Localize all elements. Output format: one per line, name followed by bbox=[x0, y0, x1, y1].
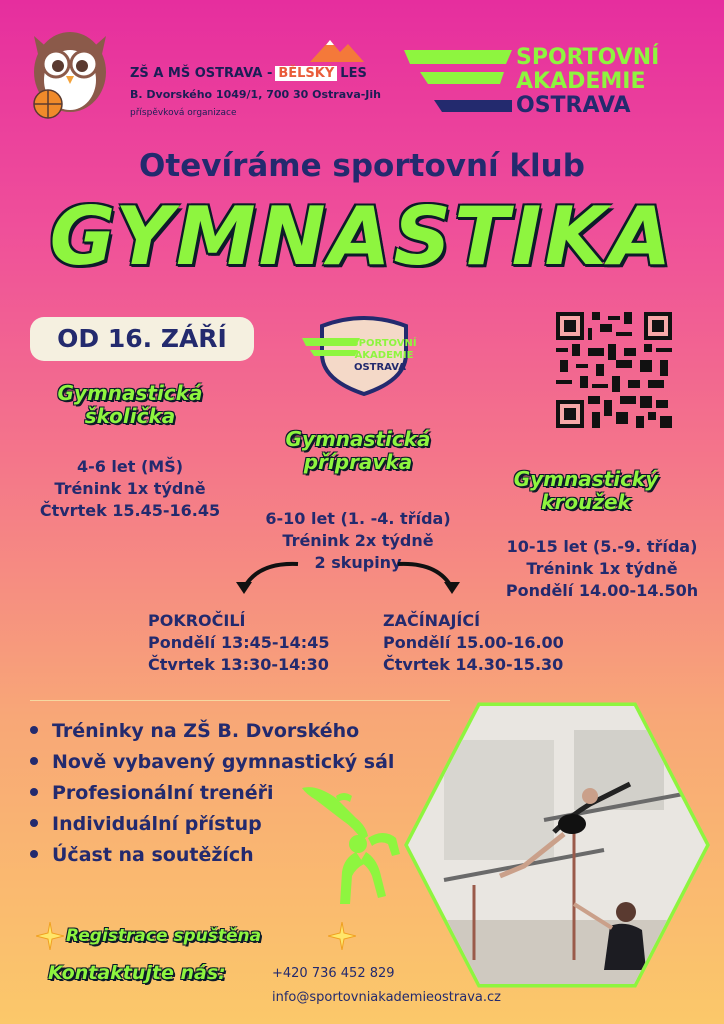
list-item: Profesionální trenéři bbox=[24, 778, 394, 809]
bullet-icon bbox=[30, 788, 38, 796]
registration-text: Registrace spuštěna bbox=[66, 926, 262, 946]
pripravka-frequency: Trénink 2x týdně bbox=[282, 531, 434, 550]
zacinajici-monday: Pondělí 15.00-16.00 bbox=[383, 633, 564, 652]
krouzek-frequency: Trénink 1x týdně bbox=[526, 559, 678, 578]
pokrocili-schedule bbox=[148, 610, 329, 676]
contact-email[interactable]: info@sportovniakademieostrava.cz bbox=[272, 990, 501, 1005]
list-item: Nově vybavený gymnastický sál bbox=[24, 747, 394, 778]
owl-mascot-logo bbox=[22, 22, 118, 122]
krouzek-title bbox=[486, 468, 686, 514]
school-name: ZŠ A MŠ OSTRAVA - BĚLSKÝ LES bbox=[130, 66, 367, 81]
skolicka-title-line2: školička bbox=[84, 404, 176, 428]
zacinajici-title: ZAČÍNAJÍCÍ bbox=[383, 611, 481, 630]
qr-code[interactable] bbox=[556, 312, 672, 428]
skolicka-age: 4-6 let (MŠ) bbox=[76, 457, 184, 476]
pripravka-title-line1: Gymnastická bbox=[285, 427, 431, 451]
skolicka-frequency: Trénink 1x týdně bbox=[54, 479, 206, 498]
bullet-icon bbox=[30, 819, 38, 827]
academy-shield-logo bbox=[300, 314, 428, 396]
pripravka-title bbox=[258, 428, 458, 474]
zacinajici-thursday: Čtvrtek 14.30-15.30 bbox=[383, 655, 564, 674]
skolicka-info bbox=[20, 456, 240, 522]
zacinajici-schedule bbox=[383, 610, 564, 676]
skolicka-schedule: Čtvrtek 15.45-16.45 bbox=[39, 501, 221, 520]
list-item: Tréninky na ZŠ B. Dvorského bbox=[24, 716, 394, 747]
pokrocili-thursday: Čtvrtek 13:30-14:30 bbox=[148, 655, 329, 674]
gymnast-silhouette-icon bbox=[296, 784, 404, 908]
academy-line1: SPORTOVNÍ bbox=[516, 45, 660, 70]
krouzek-age: 10-15 let (5.-9. třída) bbox=[506, 537, 698, 556]
pokrocili-title: POKROČILÍ bbox=[148, 611, 246, 630]
academy-name bbox=[516, 46, 659, 118]
krouzek-schedule: Pondělí 14.00-14.50h bbox=[505, 581, 699, 600]
school-org-type: příspěvková organizace bbox=[130, 108, 237, 118]
academy-line2: AKADEMIE bbox=[516, 69, 646, 94]
shield-line2: AKADEMIE bbox=[354, 350, 414, 361]
bullet-icon bbox=[30, 850, 38, 858]
registration-banner bbox=[36, 916, 356, 956]
date-badge: OD 16. ZÁŘÍ bbox=[30, 317, 254, 361]
pokrocili-monday: Pondělí 13:45-14:45 bbox=[148, 633, 330, 652]
sparkle-icon bbox=[36, 922, 64, 950]
list-item: Individuální přístup bbox=[24, 809, 394, 840]
split-arrows-icon bbox=[228, 556, 468, 600]
pripravka-title-line2: přípravka bbox=[303, 450, 413, 474]
academy-stripes-logo bbox=[404, 46, 514, 120]
skolicka-title-line1: Gymnastická bbox=[57, 381, 203, 405]
school-name-belsky: BĚLSKÝ bbox=[275, 66, 337, 81]
krouzek-title-line2: kroužek bbox=[541, 490, 631, 514]
school-name-les: LES bbox=[340, 66, 367, 81]
school-address: B. Dvorského 1049/1, 700 30 Ostrava-Jih bbox=[130, 88, 382, 101]
contact-phone[interactable]: +420 736 452 829 bbox=[272, 966, 395, 981]
headline: Otevíráme sportovní klub bbox=[139, 148, 585, 184]
gymnastics-photo bbox=[404, 700, 710, 990]
pripravka-age: 6-10 let (1. -4. třída) bbox=[265, 509, 451, 528]
krouzek-title-line1: Gymnastický bbox=[513, 467, 659, 491]
contact-label: Kontaktujte nás: bbox=[48, 962, 226, 984]
shield-line1: SPORTOVNÍ bbox=[351, 338, 417, 349]
mountain-icon bbox=[306, 36, 366, 64]
bullet-icon bbox=[30, 726, 38, 734]
krouzek-info bbox=[484, 536, 720, 602]
pripravka-groups: 2 skupiny bbox=[314, 553, 402, 572]
shield-line3: OSTRAVA bbox=[353, 362, 407, 373]
big-title: GYMNASTIKA bbox=[49, 190, 675, 283]
section-divider bbox=[30, 700, 450, 701]
list-item: Účast na soutěžích bbox=[24, 840, 394, 871]
bullet-icon bbox=[30, 757, 38, 765]
sparkle-icon bbox=[328, 922, 356, 950]
skolicka-title bbox=[30, 382, 230, 428]
academy-line3: OSTRAVA bbox=[516, 93, 631, 118]
